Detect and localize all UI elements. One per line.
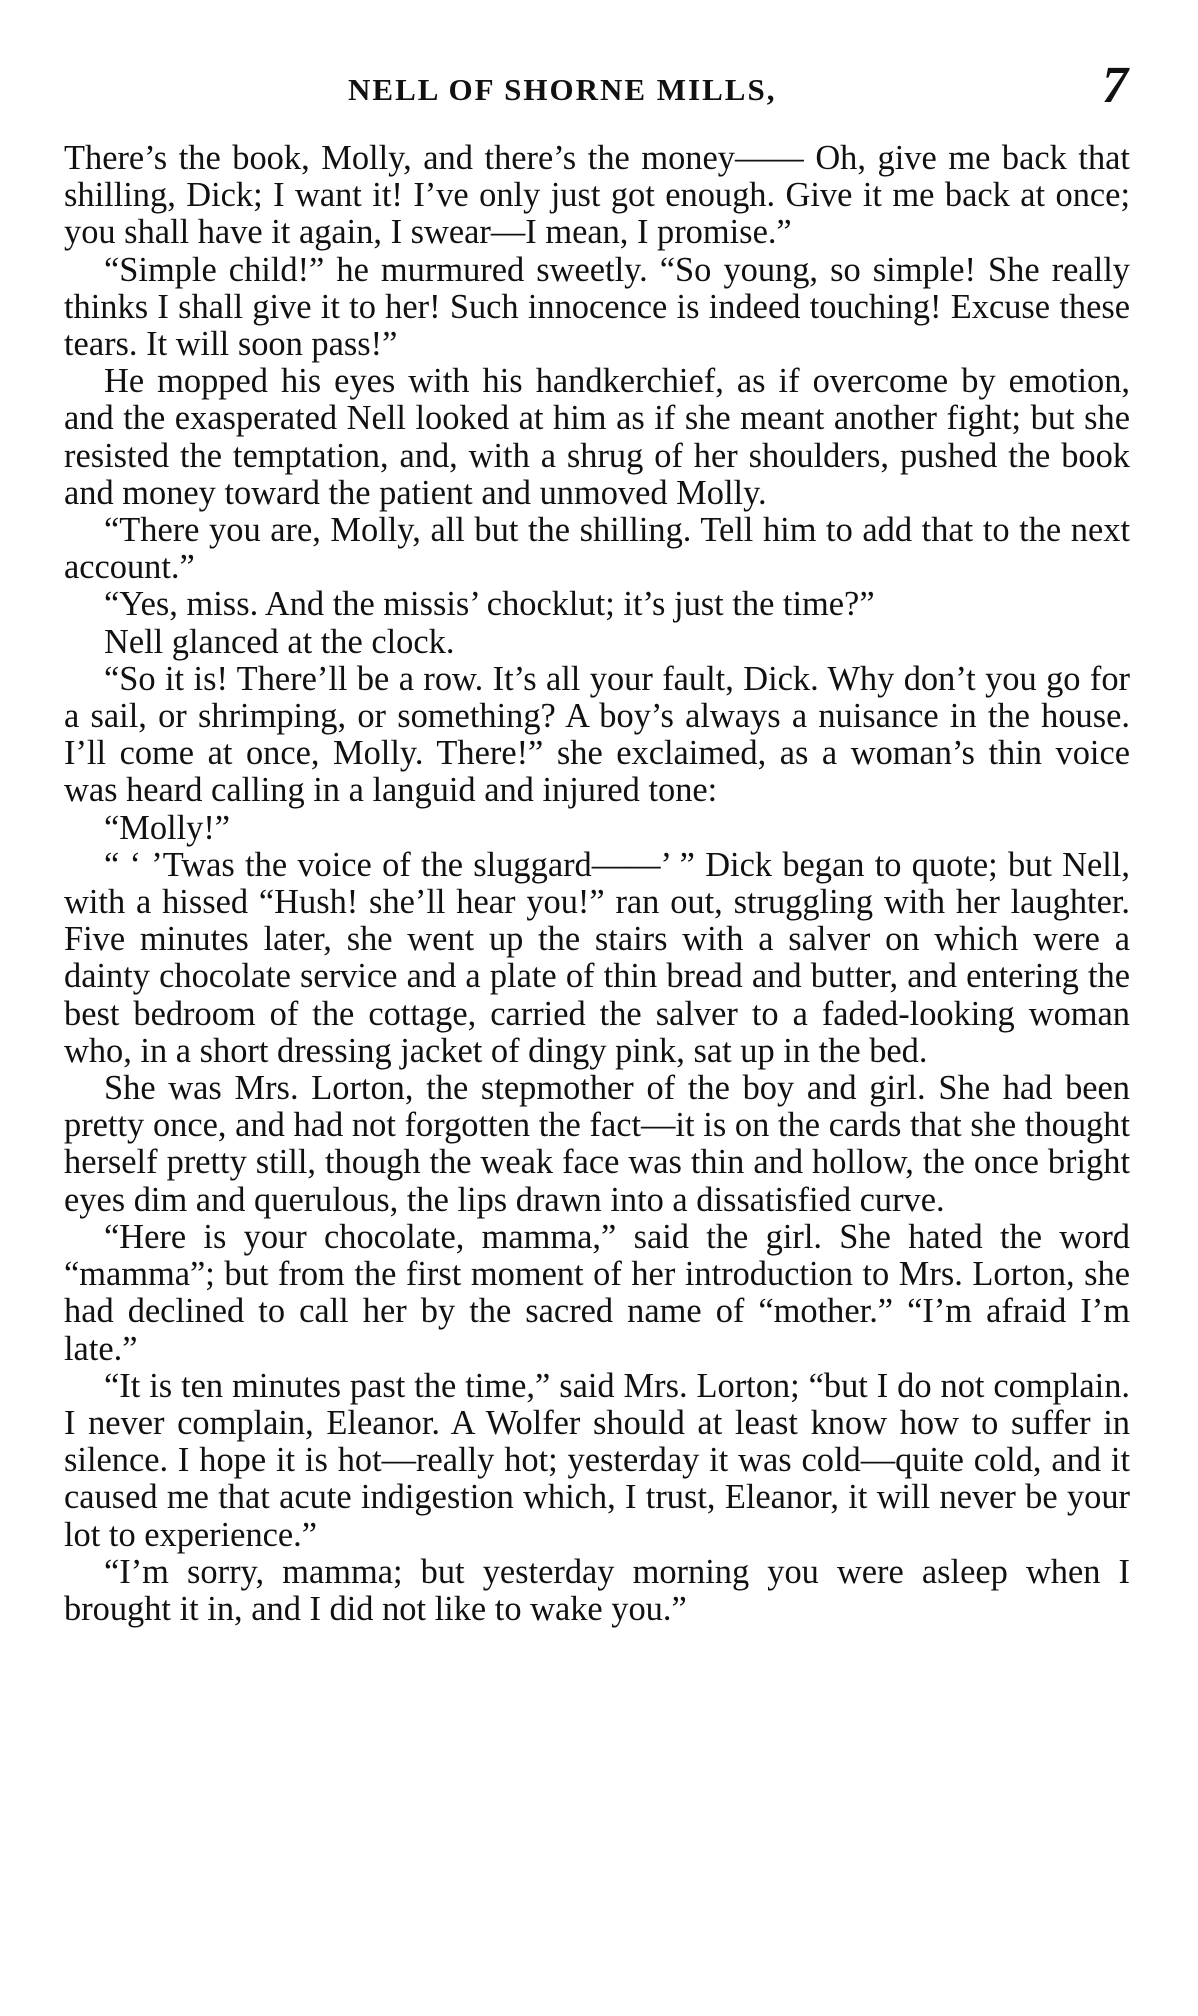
page-header <box>68 57 1128 122</box>
paragraph: “It is ten minutes past the time,” said Mrs. Lorton; “but I do not complain. I never complain, Eleanor. A Wolfer should at least know how to suffer in silence. I hope it is hot—really hot; yesterday it was cold—quite cold, and it caused me that acute indigestion which, I trust, Eleanor, it will never be your lot to experience.” <box>64 1366 1130 1554</box>
paragraph: “Molly!” <box>104 808 231 847</box>
page-number: 7 <box>1102 57 1128 114</box>
paragraph: “ ‘ ’Twas the voice of the sluggard——’ ” Dick began to quote; but Nell, with a hissed “Hush! she’ll hear you!” ran out, struggling with her laughter. Five minutes later, she went up the stairs with a salver on which were a dainty chocolate service and a plate of thin bread and butter, and entering the best bedroom of the cottage, carried the salver to a faded-looking woman who, in a short dressing jacket of dingy pink, sat up in the bed. <box>64 845 1130 1070</box>
paragraph: “Simple child!” he murmured sweetly. “So young, so simple! She really thinks I shall give it to her! Such innocence is indeed touching! Excuse these tears. It will soon pass!” <box>64 250 1130 364</box>
paragraph: “Yes, miss. And the missis’ chocklut; it’s just the time?” <box>104 585 875 624</box>
paragraph: There’s the book, Molly, and there’s the money—— Oh, give me back that shilling, Dick; I want it! I’ve only just got enough. Give it me back at once; you shall have it again, I swear—I mean, I promise.” <box>64 139 1130 252</box>
body-text <box>64 140 1130 1628</box>
paragraph: He mopped his eyes with his handkerchief, as if overcome by emotion, and the exasperated Nell looked at him as if she meant another fight; but she resisted the temptation, and, with a shrug of her shoulders, pushed the book and money toward the patient and unmoved Molly. <box>64 362 1130 512</box>
paragraph: “So it is! There’ll be a row. It’s all your fault, Dick. Why don’t you go for a sail, or shrimping, or something? A boy’s always a nuisance in the house. I’ll come at once, Molly. There!” she exclaimed, as a woman’s thin voice was heard calling in a languid and injured tone: <box>64 659 1130 810</box>
paragraph: She was Mrs. Lorton, the stepmother of the boy and girl. She had been pretty once, and had not forgotten the fact—it is on the cards that she thought herself pretty still, though the weak face was thin and hollow, the once bright eyes dim and querulous, the lips drawn into a dissatisfied curve. <box>64 1069 1130 1219</box>
paragraph: “Here is your chocolate, mamma,” said the girl. She hated the word “mamma”; but from the first moment of her introduction to Mrs. Lorton, she had declined to call her by the sacred name of “mother.” “I’m afraid I’m late.” <box>64 1217 1130 1368</box>
paragraph: “I’m sorry, mamma; but yesterday morning you were asleep when I brought it in, and I did not like to wake you.” <box>64 1552 1130 1628</box>
paragraph: Nell glanced at the clock. <box>104 622 455 661</box>
paragraph: “There you are, Molly, all but the shilling. Tell him to add that to the next account.” <box>64 511 1130 587</box>
running-title: NELL OF SHORNE MILLS, <box>348 72 777 107</box>
